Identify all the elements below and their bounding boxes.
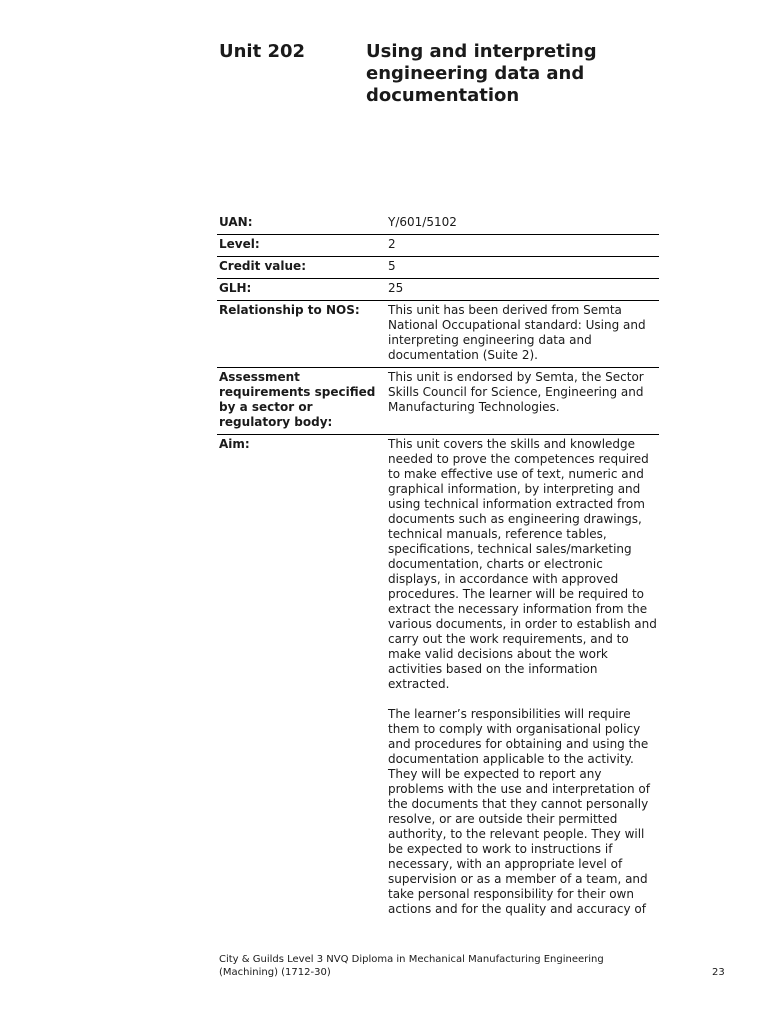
aim-paragraph: This unit covers the skills and knowledge needed to prove the competences required to make effective use of text, numeric and graphical information, by interpreting and using technical information extracted from documents such as engineering drawings, technical manuals, reference tables, specifications, technical sales/marketing documentation, charts or electronic displays, in accordance with approved procedures. The learner will be required to extract the necessary information from the various documents, in order to establish and carry out the work requirements, and to make valid decisions about the work activities based on the information extracted. (388, 437, 657, 691)
aim-paragraph: The learner’s responsibilities will require them to comply with organisational policy and procedures for obtaining and using the documentation applicable to the activity. They will be expected to report any problems with the use and interpretation of the documents that they cannot personally resolve, or are outside their permitted authority, to the relevant people. They will be expected to work to instructions if necessary, with an appropriate level of supervision or as a member of a team, and take personal responsibility for their own actions and for the quality and accuracy of (388, 707, 651, 916)
uan-label: UAN: (219, 215, 253, 229)
credit-value-value: 5 (388, 259, 396, 273)
unit-number: Unit 202 (219, 41, 306, 62)
glh-value: 25 (388, 281, 404, 295)
page-number: 23 (712, 967, 725, 978)
nos-relationship-label: Relationship to NOS: (219, 303, 360, 317)
level-label: Level: (219, 237, 260, 251)
glh-label: GLH: (219, 281, 252, 295)
level-value: 2 (388, 237, 396, 251)
table-row (217, 235, 659, 257)
unit-details-table (217, 213, 659, 921)
aim-value (385, 435, 659, 922)
uan-value: Y/601/5102 (388, 215, 457, 229)
aim-label: Aim: (219, 437, 250, 451)
assessment-requirements-value: This unit is endorsed by Semta, the Sector Skills Council for Science, Engineering and Manufacturing Technologies. (388, 370, 644, 414)
table-row (217, 279, 659, 301)
assessment-requirements-label: Assessment requirements specified by a sector or regulatory body: (219, 370, 376, 429)
footer-text: City & Guilds Level 3 NVQ Diploma in Mechanical Manufacturing Engineering (Machining) (1712-30) (219, 954, 604, 978)
table-row (217, 213, 659, 235)
table-row (217, 368, 659, 435)
credit-value-label: Credit value: (219, 259, 306, 273)
table-row (217, 301, 659, 368)
nos-relationship-value: This unit has been derived from Semta National Occupational standard: Using and interpreting engineering data and documentation (Suite 2). (388, 303, 646, 362)
table-row (217, 257, 659, 279)
table-row (217, 435, 659, 922)
unit-title: Using and interpreting engineering data and documentation (366, 41, 597, 106)
